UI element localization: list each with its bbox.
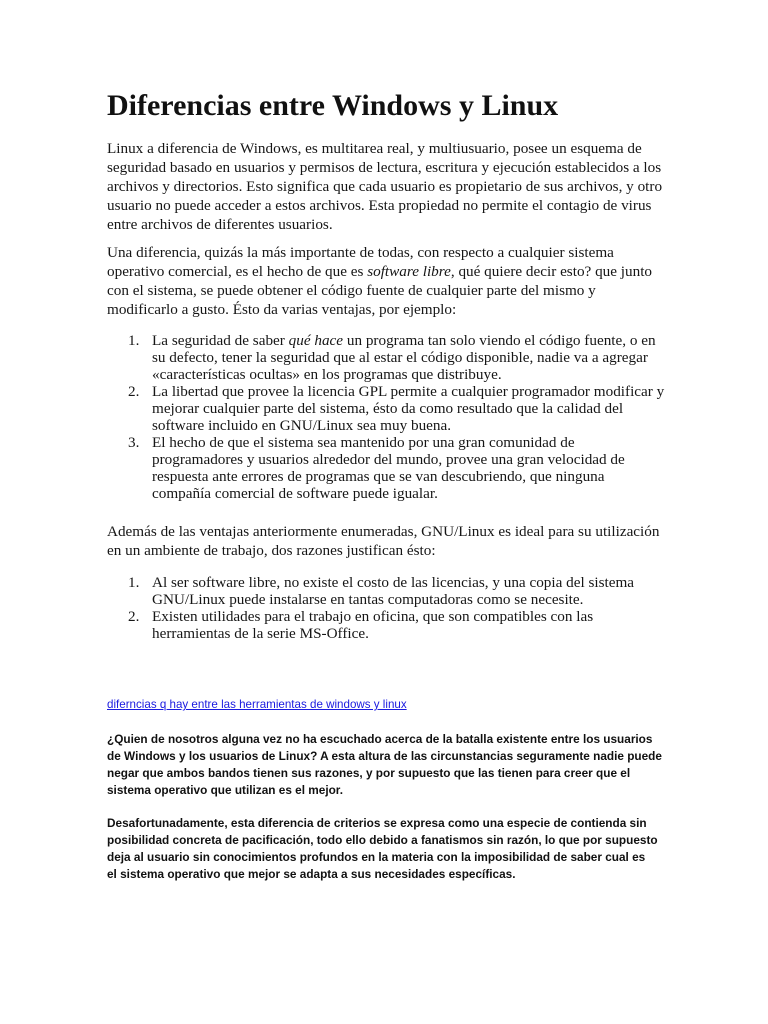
paragraph-line: Una diferencia, quizás la más importante de todas, con respecto a cualquier sistema — [107, 244, 614, 261]
paragraph-line: Además de las ventajas anteriormente enumeradas, GNU/Linux es ideal para su utilización — [107, 523, 660, 540]
paragraph-line: usuario no puede acceder a estos archivos. Esta propiedad no permite el contagio de virus — [107, 197, 652, 214]
paragraph-line — [107, 262, 652, 281]
criteria-paragraph — [107, 815, 665, 883]
paragraph-line: en un ambiente de trabajo, dos razones justifican ésto: — [107, 542, 436, 559]
list-line: Existen utilidades para el trabajo en oficina, que son compatibles con las — [152, 608, 594, 625]
list-line — [152, 332, 665, 349]
list-item — [107, 383, 665, 434]
battle-paragraph — [107, 731, 665, 799]
list-line: El hecho de que el sistema sea mantenido por una gran comunidad de — [152, 434, 575, 451]
list-line: programadores y usuarios alrededor del mundo, provee una gran velocidad de — [152, 451, 625, 468]
list-item — [107, 608, 665, 642]
list-item — [107, 574, 665, 608]
italic-term: software libre — [367, 263, 451, 280]
list-number: 2. — [128, 608, 140, 625]
list-line: herramientas de la serie MS-Office. — [152, 625, 369, 642]
paragraph-line: entre archivos de diferentes usuarios. — [107, 216, 333, 233]
list-line: software incluido en GNU/Linux sea muy buena. — [152, 417, 452, 434]
paragraph-line: posibilidad concreta de pacificación, todo ello debido a fanatismos sin razón, lo que por supuesto — [107, 833, 658, 847]
list-number: 1. — [128, 332, 140, 349]
list-line: mejorar cualquier parte del sistema, ésto da como resultado que la calidad del — [152, 400, 624, 417]
list-number: 1. — [128, 574, 140, 591]
work-environment-paragraph — [107, 522, 659, 560]
page-title: Diferencias entre Windows y Linux — [107, 89, 559, 122]
list-line: La libertad que provee la licencia GPL permite a cualquier programador modificar y — [152, 383, 665, 400]
paragraph-line: de Windows y los usuarios de Linux? A esta altura de las circunstancias seguramente nadie puede — [107, 749, 662, 763]
tools-differences-link[interactable]: diferncias q hay entre las herramientas de windows y linux — [107, 698, 407, 711]
paragraph-line: sistema operativo que utilizan es el mejor. — [107, 783, 344, 797]
paragraph-line: modificarlo a gusto. Ésto da varias ventajas, por ejemplo: — [107, 301, 457, 318]
paragraph-line: deja al usuario sin conocimientos profundos en la materia con la imposibilidad de saber cual es — [107, 850, 646, 864]
paragraph-line: Linux a diferencia de Windows, es multitarea real, y multiusuario, posee un esquema de — [107, 140, 642, 157]
paragraph-line: el sistema operativo que mejor se adapta a sus necesidades específicas. — [107, 867, 516, 881]
intro-paragraph — [107, 139, 662, 234]
list-item — [107, 332, 665, 383]
paragraph-line: archivos y directorios. Esto significa que cada usuario es propietario de sus archivos, y otro — [107, 178, 663, 195]
advantages-list — [107, 332, 665, 502]
list-line: respuesta ante errores de programas que se van descubriendo, que ninguna — [152, 468, 605, 485]
paragraph-text: , qué quiere decir esto? que junto — [450, 263, 653, 280]
list-line: compañía comercial de software puede igualar. — [152, 485, 438, 502]
paragraph-line: negar que ambos bandos tienen sus razones, y por supuesto que las tienen para creer que el — [107, 766, 631, 780]
software-libre-paragraph — [107, 243, 652, 319]
paragraph-line: ¿Quien de nosotros alguna vez no ha escuchado acerca de la batalla existente entre los usuarios — [107, 732, 653, 746]
list-number: 3. — [128, 434, 140, 451]
list-number: 2. — [128, 383, 140, 400]
list-text: La seguridad de saber — [152, 332, 289, 349]
paragraph-line: Desafortunadamente, esta diferencia de criterios se expresa como una especie de contienda sin — [107, 816, 647, 830]
paragraph-line: con el sistema, se puede obtener el código fuente de cualquier parte del mismo y — [107, 282, 596, 299]
paragraph-text: operativo comercial, es el hecho de que es — [107, 263, 368, 280]
paragraph-line: seguridad basado en usuarios y permisos de lectura, escritura y ejecución establecidos a los — [107, 159, 662, 176]
list-line: «características ocultas» en los programas que distribuye. — [152, 366, 502, 383]
list-text: un programa tan solo viendo el código fuente, o en — [343, 332, 656, 349]
list-line: GNU/Linux puede instalarse en tantas computadoras como se necesite. — [152, 591, 584, 608]
reasons-list — [107, 574, 665, 642]
italic-term: qué hace — [288, 332, 344, 349]
list-item — [107, 434, 665, 502]
list-line: su defecto, tener la seguridad que al estar el código disponible, nadie va a agregar — [152, 349, 648, 366]
list-line: Al ser software libre, no existe el costo de las licencias, y una copia del sistema — [152, 574, 635, 591]
